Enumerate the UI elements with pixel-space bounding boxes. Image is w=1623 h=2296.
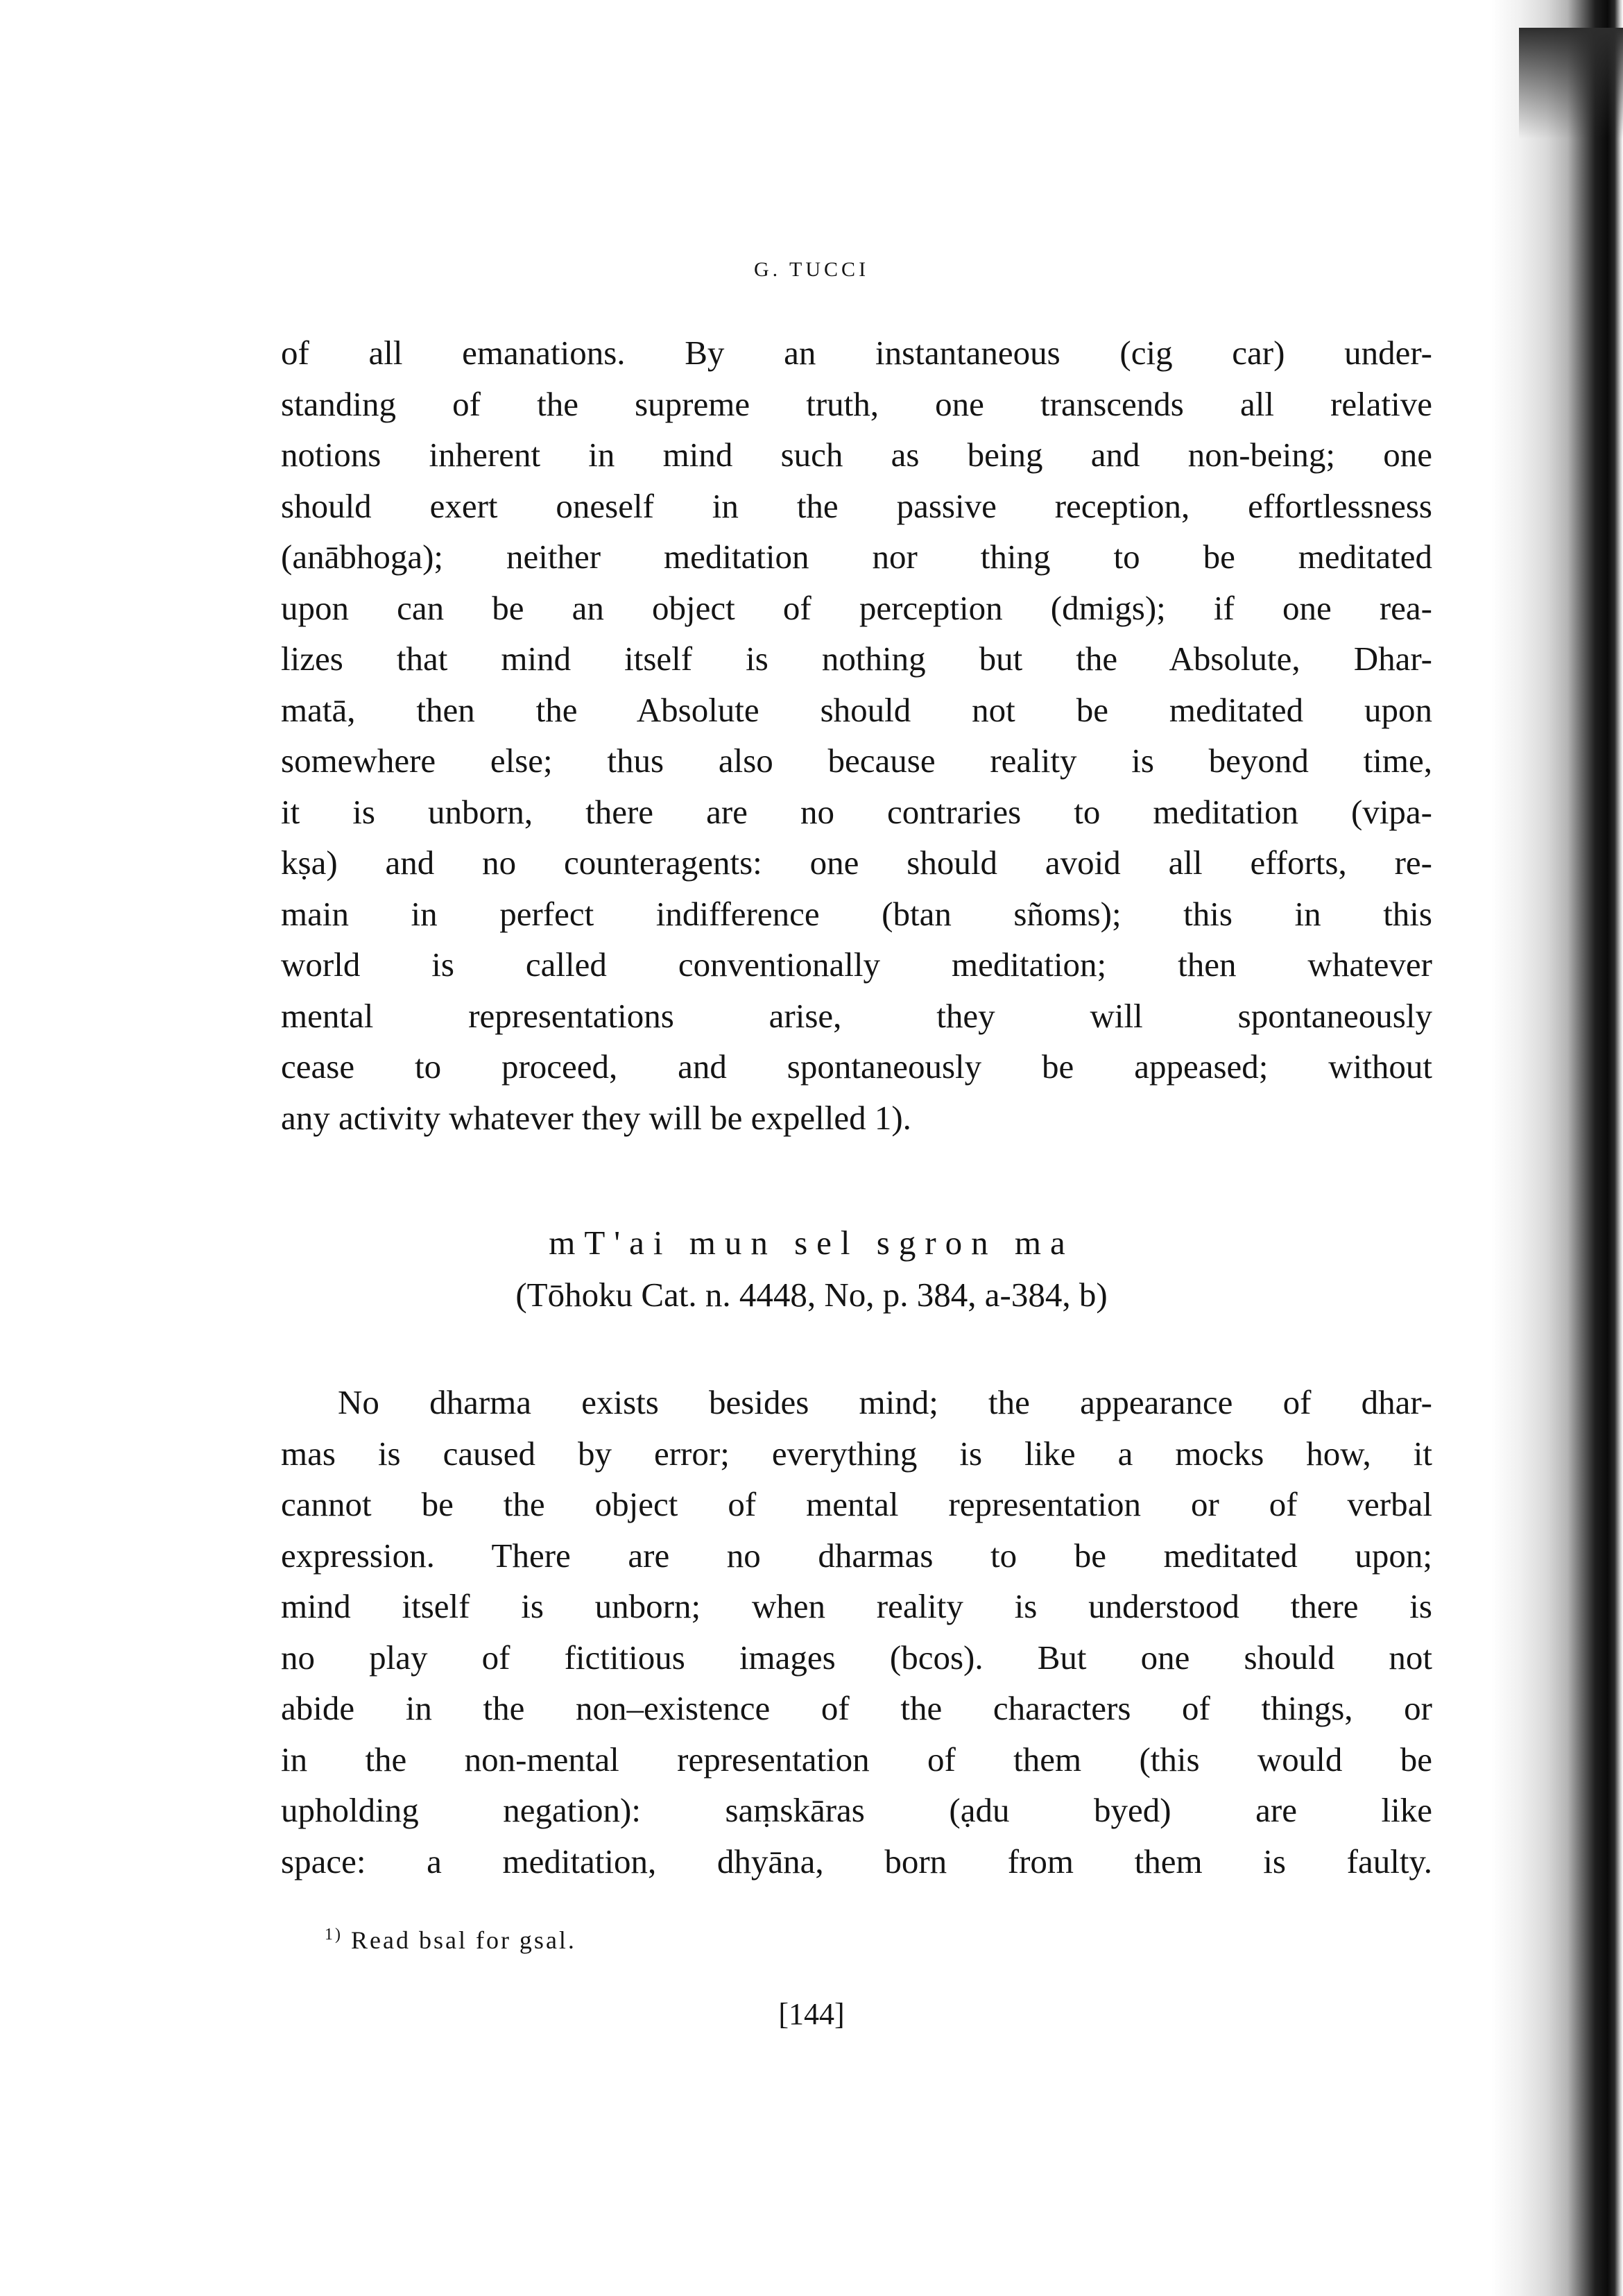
- text-line: main in perfect indifference (btan sñoms); this in this: [281, 894, 1432, 933]
- text-line: of all emanations. By an instantaneous (cig car) under-: [281, 334, 1432, 372]
- text-line: mas is caused by error; everything is like a mocks how, it: [281, 1434, 1432, 1473]
- text-line: standing of the supreme truth, one transcends all relative: [281, 384, 1432, 423]
- text-line: matā, then the Absolute should not be meditated upon: [281, 690, 1432, 729]
- scan-binding-edge: [1491, 0, 1623, 2296]
- page-number: [144]: [778, 1997, 845, 2031]
- paragraph-2: [281, 1377, 1432, 1887]
- footnote-text: Read bsal for gsal.: [351, 1926, 576, 1954]
- text-line: no play of fictitious images (bcos). But one should not: [281, 1638, 1432, 1677]
- running-header: G. TUCCI: [753, 258, 870, 281]
- section-reference: (Tōhoku Cat. n. 4448, No, p. 384, a-384, b): [515, 1276, 1108, 1314]
- text-line: any activity whatever they will be expelled 1).: [281, 1098, 911, 1137]
- text-line: it is unborn, there are no contraries to meditation (vipa-: [281, 792, 1432, 831]
- scan-binding-shadow: [1519, 28, 1623, 139]
- text-line: space: a meditation, dhyāna, born from them is faulty.: [281, 1842, 1432, 1881]
- text-line: (anābhoga); neither meditation nor thing to be meditated: [281, 538, 1432, 576]
- text-line: cease to proceed, and spontaneously be appeased; without: [281, 1047, 1432, 1086]
- text-line: notions inherent in mind such as being and non-being; one: [281, 436, 1432, 474]
- text-line: lizes that mind itself is nothing but the Absolute, Dhar-: [281, 640, 1432, 678]
- text-line: upholding negation): saṃskāras (ạdu byed) are like: [281, 1791, 1432, 1829]
- text-line: somewhere else; thus also because reality is beyond time,: [281, 742, 1432, 780]
- text-line: No dharma exists besides mind; the appearance of dhar-: [338, 1383, 1432, 1421]
- text-line: abide in the non–existence of the characters of things, or: [281, 1689, 1432, 1727]
- text-line: cannot be the object of mental representation or of verbal: [281, 1485, 1432, 1523]
- footnote: [325, 1926, 576, 1955]
- section-title: mT'ai mun sel sgron ma: [549, 1224, 1074, 1262]
- text-line: upon can be an object of perception (dmigs); if one rea-: [281, 588, 1432, 627]
- paragraph-1: [281, 327, 1432, 1143]
- footnote-marker: 1): [325, 1926, 343, 1944]
- text-line: mind itself is unborn; when reality is understood there is: [281, 1587, 1432, 1625]
- text-line: should exert oneself in the passive reception, effortlessness: [281, 486, 1432, 525]
- text-line: kṣa) and no counteragents: one should avoid all efforts, re-: [281, 843, 1432, 882]
- text-line: mental representations arise, they will spontaneously: [281, 996, 1432, 1035]
- text-line: world is called conventionally meditation; then whatever: [281, 945, 1432, 984]
- text-line: expression. There are no dharmas to be meditated upon;: [281, 1536, 1432, 1575]
- text-line: in the non-mental representation of them (this would be: [281, 1740, 1432, 1779]
